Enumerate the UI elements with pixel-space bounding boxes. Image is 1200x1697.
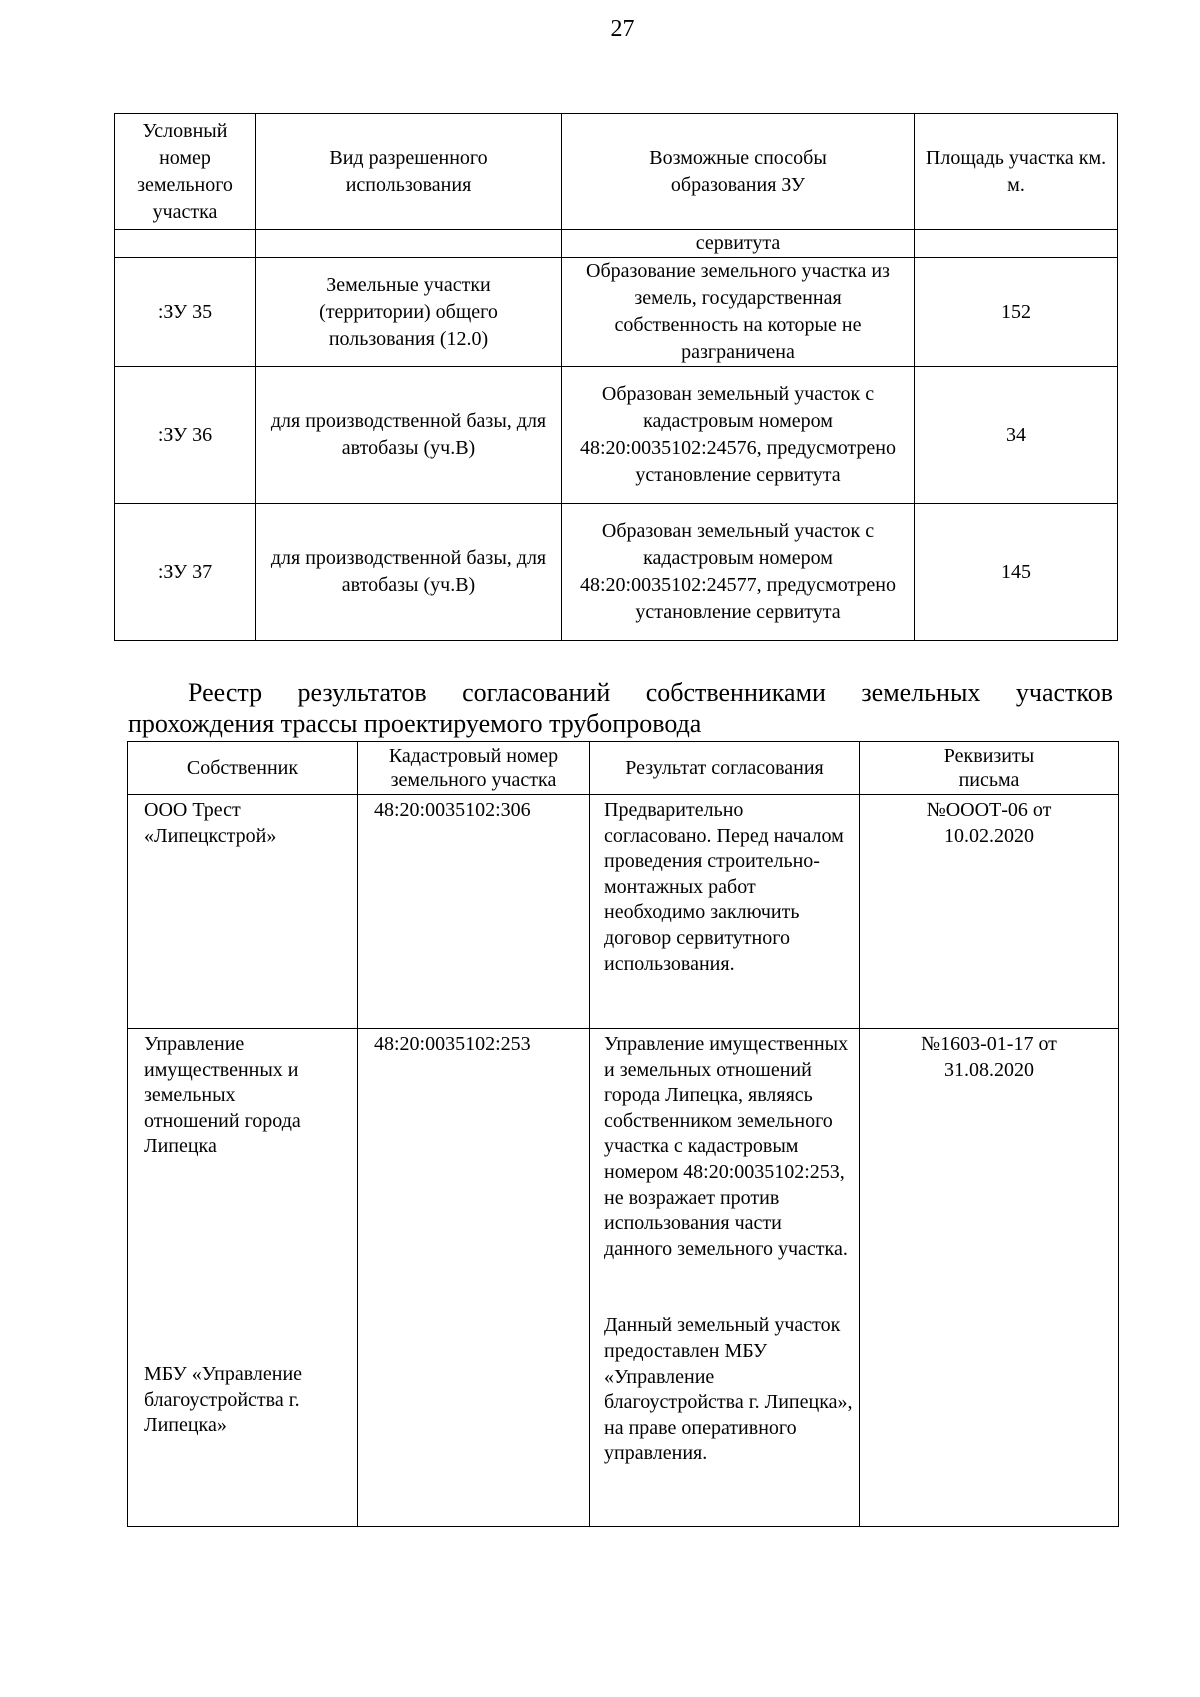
cell-plot-area: 145 bbox=[915, 504, 1118, 641]
table-row bbox=[115, 504, 1118, 641]
header-cadastral-number: Кадастровый номер земельного участка bbox=[358, 742, 590, 795]
letter-number: №ОООТ-06 от bbox=[926, 799, 1052, 821]
cell-plot-number: :ЗУ 36 bbox=[115, 367, 256, 504]
cell-cadastral-number: 48:20:0035102:306 bbox=[358, 795, 590, 1029]
letter-date: 10.02.2020 bbox=[944, 824, 1034, 847]
cell-approval-result bbox=[590, 1029, 860, 1527]
letter-date: 31.08.2020 bbox=[944, 1058, 1034, 1081]
cell-permitted-use: для производственной базы, для автобазы (уч.В) bbox=[256, 504, 562, 641]
table-row bbox=[115, 258, 1118, 367]
cell-permitted-use: Земельные участки (территории) общего пользования (12.0) bbox=[256, 258, 562, 367]
header-letter-details: Реквизиты письма bbox=[860, 742, 1119, 795]
header-owner: Собственник bbox=[128, 742, 358, 795]
table-header-row bbox=[115, 114, 1118, 230]
header-plot-number: Условный номер земельного участка bbox=[115, 114, 256, 230]
cell-plot-number: :ЗУ 35 bbox=[115, 258, 256, 367]
header-formation-methods: Возможные способы образования ЗУ bbox=[562, 114, 915, 230]
cell-plot-number: :ЗУ 37 bbox=[115, 504, 256, 641]
cell-owner: ООО Трест «Липецкстрой» bbox=[128, 795, 358, 1029]
land-plots-table bbox=[114, 113, 1118, 641]
result-primary: Управление имущественных и земельных отношений города Липецка, являясь собственником земельного участка с кадастровым номером 48:20:0035102:253, не возражает против использования части данного земельного участка. bbox=[604, 1033, 849, 1260]
cell-approval-result: Предварительно согласовано. Перед началом проведения строительно-монтажных работ необходимо заключить договор сервитутного использования. bbox=[590, 795, 860, 1029]
cell-formation-method: Образован земельный участок с кадастровым номером 48:20:0035102:24576, предусмотрено установление сервитута bbox=[562, 367, 915, 504]
table-header-row bbox=[128, 742, 1119, 795]
table-row bbox=[128, 795, 1119, 1029]
cell-formation-method: Образован земельный участок с кадастровым номером 48:20:0035102:24577, предусмотрено установление сервитута bbox=[562, 504, 915, 641]
approvals-registry-table bbox=[127, 741, 1119, 1527]
cell-permitted-use: для производственной базы, для автобазы (уч.В) bbox=[256, 367, 562, 504]
cell-letter-details bbox=[860, 795, 1119, 1029]
header-plot-area: Площадь участка км. м. bbox=[915, 114, 1118, 230]
cell-plot-area: 152 bbox=[915, 258, 1118, 367]
owner-primary: Управление имущественных и земельных отношений города Липецка bbox=[144, 1033, 301, 1158]
cell-empty bbox=[115, 230, 256, 258]
cell-formation-method: Образование земельного участка из земель, государственная собственность на которые не разграничена bbox=[562, 258, 915, 367]
page-number: 27 bbox=[610, 16, 635, 42]
cell-plot-area: 34 bbox=[915, 367, 1118, 504]
cell-cadastral-number: 48:20:0035102:253 bbox=[358, 1029, 590, 1527]
cell-empty bbox=[256, 230, 562, 258]
header-approval-result: Результат согласования bbox=[590, 742, 860, 795]
result-secondary: Данный земельный участок предоставлен МБУ «Управление благоустройства г. Липецка», на праве оперативного управления. bbox=[604, 1314, 853, 1465]
table-row bbox=[115, 367, 1118, 504]
cell-empty bbox=[915, 230, 1118, 258]
owner-secondary: МБУ «Управление благоустройства г. Липецка» bbox=[144, 1362, 303, 1437]
cell-letter-details bbox=[860, 1029, 1119, 1527]
table-row bbox=[128, 1029, 1119, 1527]
cell-continuation: сервитута bbox=[562, 230, 915, 258]
cell-owner bbox=[128, 1029, 358, 1527]
registry-heading: Реестр результатов согласований собственниками земельных участков прохождения трассы проектируемого трубопровода bbox=[128, 678, 1113, 738]
header-permitted-use: Вид разрешенного использования bbox=[256, 114, 562, 230]
letter-number: №1603-01-17 от bbox=[921, 1033, 1057, 1055]
table-row bbox=[115, 230, 1118, 258]
